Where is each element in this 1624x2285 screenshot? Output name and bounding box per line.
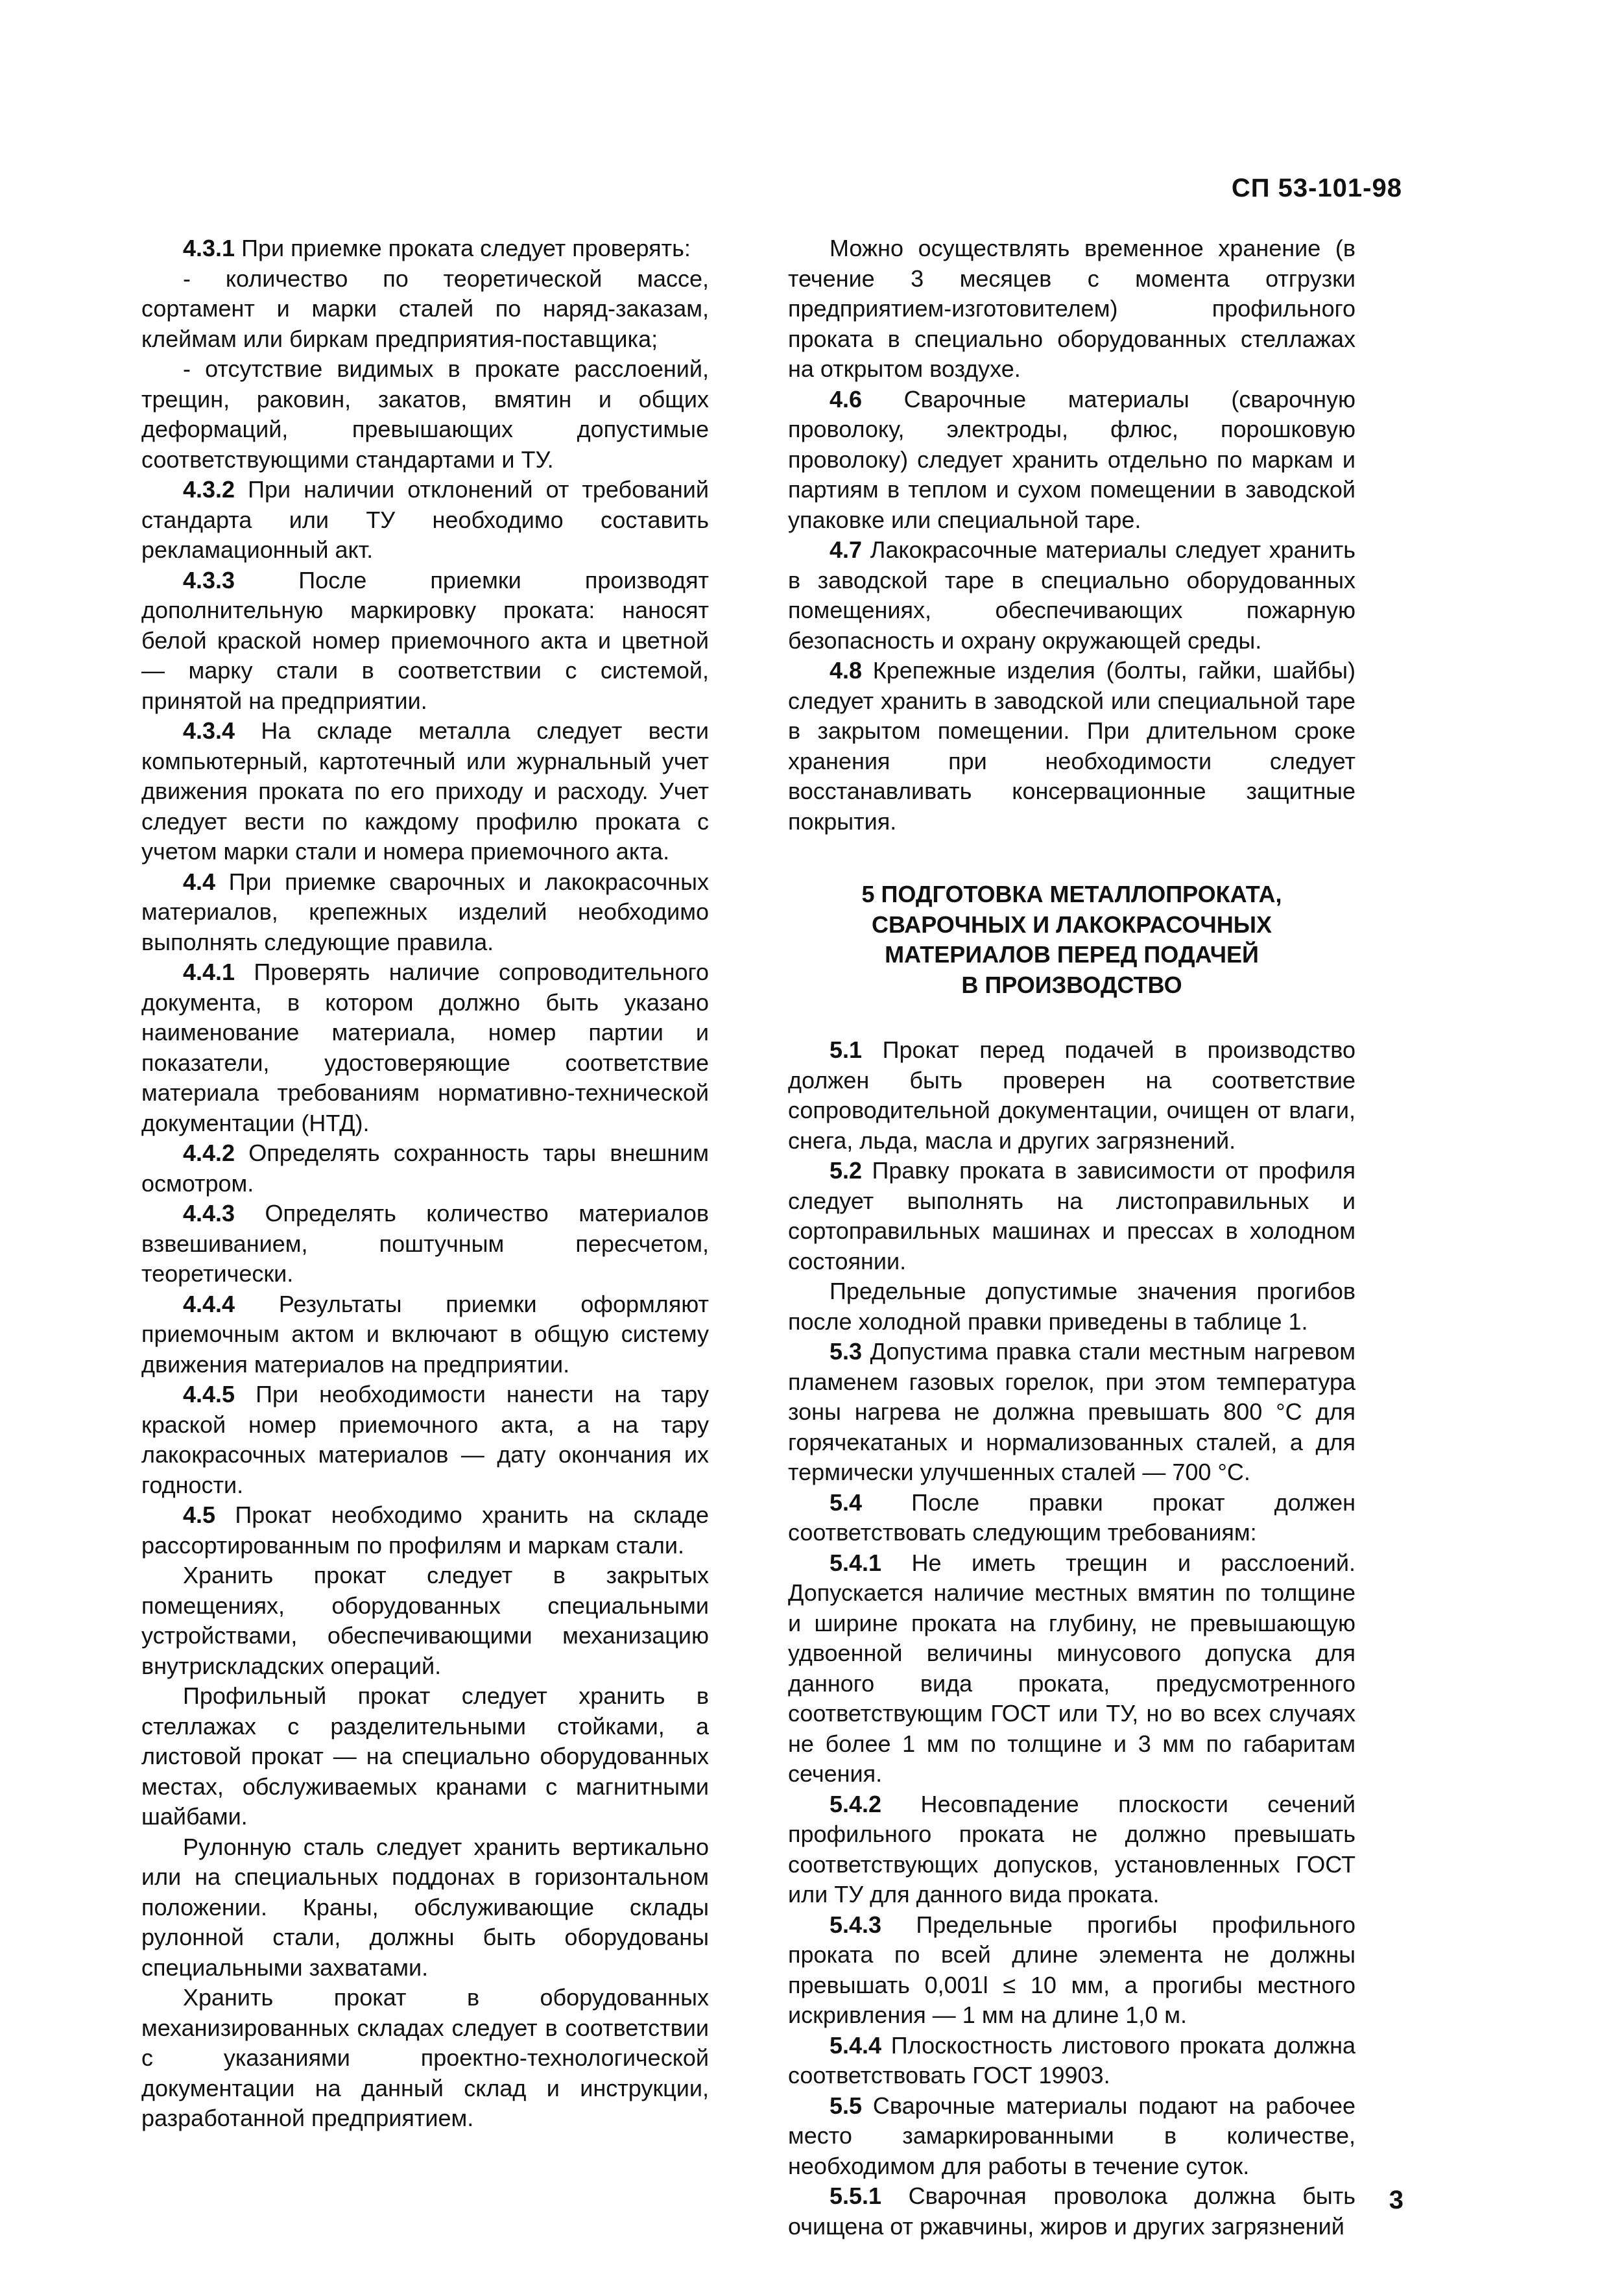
paragraph-text: Определять количество материалов взвешиванием, поштучным пересчетом, теоретически. (141, 1200, 709, 1287)
paragraph-text: Рулонную сталь следует хранить вертикально или на специальных поддонах в горизонтальном положении. Краны, обслуживающие склады рулонной стали, должны быть оборудованы специальными захватами. (141, 1833, 709, 1981)
paragraph (141, 1138, 709, 1199)
paragraph (141, 1289, 709, 1380)
paragraph-text: При наличии отклонений от требований стандарта или ТУ необходимо составить рекламационный акт. (141, 476, 709, 563)
paragraph (141, 1561, 709, 1681)
paragraph-text: Лакокрасочные материалы следует хранить в заводской таре в специально оборудованных помещениях, обеспечивающих пожарную безопасность и охрану окружающей среды. (788, 536, 1355, 654)
paragraph-text: На складе металла следует вести компьютерный, картотечный или журнальный учет движения проката по его приходу и расходу. Учет следует вести по каждому профилю проката с учетом марки стали и номера приемочного акта. (141, 717, 709, 865)
right-column (788, 233, 1355, 2242)
clause-number: 4.4.2 (183, 1140, 235, 1166)
section-heading-line: МАТЕРИАЛОВ ПЕРЕД ПОДАЧЕЙ (885, 941, 1259, 968)
paragraph-text: Правку проката в зависимости от профиля следует выполнять на листоправильных и сортоправильных машинах и прессах в холодном состоянии. (788, 1157, 1355, 1274)
section-heading-line: В ПРОИЗВОДСТВО (961, 971, 1182, 998)
paragraph (788, 233, 1355, 385)
paragraph-text: Допустима правка стали местным нагревом пламенем газовых горелок, при этом температура зоны нагрева не должна превышать 800 °С для горячекатаных и нормализованных сталей, а для термически улучшенных сталей — 700 °С. (788, 1338, 1355, 1485)
paragraph-text: После приемки производят дополнительную маркировку проката: наносят белой краской номер приемочного акта и цветной — марку стали в соответствии с системой, принятой на предприятии. (141, 566, 709, 714)
paragraph-text: После правки прокат должен соответствовать следующим требованиям: (788, 1489, 1355, 1546)
paragraph (141, 1199, 709, 1289)
clause-number: 5.3 (830, 1338, 863, 1365)
paragraph (141, 1983, 709, 2134)
paragraph (788, 2181, 1355, 2242)
clause-number: 4.8 (830, 657, 863, 684)
clause-number: 4.3.3 (183, 566, 235, 593)
paragraph-text: Сварочные материалы (сварочную проволоку, электроды, флюс, порошковую проволоку) следует хранить отдельно по маркам и партиям в теплом и сухом помещении в заводской упаковке или специальной таре. (788, 385, 1355, 533)
paragraph-text: Плоскостность листового проката должна соответствовать ГОСТ 19903. (788, 2031, 1355, 2088)
paragraph (788, 1035, 1355, 1156)
clause-number: 5.5 (830, 2092, 863, 2119)
paragraph (141, 354, 709, 475)
section-heading-line: 5 ПОДГОТОВКА МЕТАЛЛОПРОКАТА, (861, 881, 1282, 907)
paragraph-text: Предельные допустимые значения прогибов после холодной правки приведены в таблице 1. (788, 1278, 1355, 1335)
clause-number: 4.3.2 (183, 476, 235, 503)
paragraph (141, 1832, 709, 1983)
clause-number: 5.2 (830, 1157, 863, 1184)
section-heading-line: СВАРОЧНЫХ И ЛАКОКРАСОЧНЫХ (872, 911, 1272, 938)
paragraph-text: Прокат необходимо хранить на складе рассортированным по профилям и маркам стали. (141, 1501, 709, 1559)
clause-number: 4.7 (830, 536, 863, 563)
left-column (141, 233, 709, 2134)
paragraph (141, 264, 709, 355)
paragraph (788, 1548, 1355, 1789)
paragraph-text: Хранить прокат следует в закрытых помещениях, оборудованных специальными устройствами, обеспечивающими механизацию внутрискладских операций. (141, 1562, 709, 1679)
paragraph (788, 1156, 1355, 1276)
clause-number: 4.4.5 (183, 1381, 235, 1407)
paragraph-text: Результаты приемки оформляют приемочным актом и включают в общую систему движения материалов на предприятии. (141, 1290, 709, 1378)
paragraph (788, 1488, 1355, 1548)
paragraph-text: Хранить прокат в оборудованных механизированных складах следует в соответствии с указаниями проектно-технологической документации на данный склад и инструкции, разработанной предприятием. (141, 1984, 709, 2131)
clause-number: 4.3.4 (183, 717, 235, 744)
paragraph (141, 475, 709, 566)
paragraph (141, 1500, 709, 1561)
paragraph-text: Проверять наличие сопроводительного документа, в котором должно быть указано наименование материала, номер партии и показатели, удостоверяющие соответствие материала требованиям нормативно-технической документации (НТД). (141, 959, 709, 1136)
paragraph-text: Прокат перед подачей в производство должен быть проверен на соответствие сопроводительной документации, очищен от влаги, снега, льда, масла и других загрязнений. (788, 1036, 1355, 1154)
paragraph-text: Сварочная проволока должна быть очищена от ржавчины, жиров и других загрязнений (788, 2183, 1355, 2240)
clause-number: 5.4.2 (830, 1790, 882, 1817)
paragraph (141, 1380, 709, 1500)
paragraph-text: При необходимости нанести на тару краской номер приемочного акта, а на тару лакокрасочных материалов — дату окончания их годности. (141, 1381, 709, 1498)
paragraph-text: Определять сохранность тары внешним осмотром. (141, 1140, 709, 1197)
paragraph-text: Несовпадение плоскости сечений профильного проката не должно превышать соответствующих допусков, установленных ГОСТ или ТУ для данного вида проката. (788, 1790, 1355, 1908)
paragraph (141, 233, 709, 264)
paragraph (141, 867, 709, 958)
clause-number: 5.4.1 (830, 1549, 882, 1576)
paragraph (141, 957, 709, 1138)
paragraph (788, 385, 1355, 536)
paragraph (788, 535, 1355, 656)
paragraph (788, 1276, 1355, 1337)
paragraph (141, 716, 709, 867)
paragraph (788, 1789, 1355, 1910)
clause-number: 4.4.3 (183, 1200, 235, 1226)
paragraph-text: При приемке сварочных и лакокрасочных материалов, крепежных изделий необходимо выполнять следующие правила. (141, 868, 709, 955)
clause-number: 5.4.3 (830, 1911, 882, 1938)
paragraph-text: Профильный прокат следует хранить в стеллажах с разделительными стойками, а листовой прокат — на специально оборудованных местах, обслуживаемых кранами с магнитными шайбами. (141, 1682, 709, 1830)
clause-number: 5.4.4 (830, 2031, 882, 2059)
clause-number: 5.5.1 (830, 2183, 882, 2209)
page-number: 3 (1389, 2186, 1403, 2214)
paragraph-text: - отсутствие видимых в прокате расслоений, трещин, раковин, закатов, вмятин и общих деформаций, превышающих допустимые соответствующими стандартами и ТУ. (141, 355, 709, 473)
clause-number: 4.5 (183, 1501, 216, 1528)
paragraph (788, 2091, 1355, 2182)
clause-number: 4.4.1 (183, 959, 235, 985)
clause-number: 4.4.4 (183, 1290, 235, 1317)
paragraph (788, 1910, 1355, 2031)
paragraph (141, 1681, 709, 1832)
paragraph-text: Не иметь трещин и расслоений. Допускается наличие местных вмятин по толщине и ширине проката на глубину, не превышающую удвоенной величины минусового допуска для данного вида проката, предусмотренного соответствующим ГОСТ или ТУ, но во всех случаях не более 1 мм по толщине и 3 мм по габаритам сечения. (788, 1549, 1355, 1787)
paragraph (141, 566, 709, 717)
paragraph-text: - количество по теоретической массе, сортамент и марки сталей по наряд-заказам, клеймам или биркам предприятия-поставщика; (141, 265, 709, 352)
paragraph (788, 1337, 1355, 1488)
paragraph-text: Можно осуществлять временное хранение (в течение 3 месяцев с момента отгрузки предприятием-изготовителем) профильного проката в специально оборудованных стеллажах на открытом воздухе. (788, 235, 1355, 382)
paragraph-text: При приемке проката следует проверять: (241, 235, 691, 261)
document-code: СП 53-101-98 (1231, 174, 1402, 202)
clause-number: 4.4 (183, 868, 216, 895)
clause-number: 4.3.1 (183, 235, 235, 261)
paragraph-text: Сварочные материалы подают на рабочее место замаркированными в количестве, необходимом для работы в течение суток. (788, 2092, 1355, 2179)
clause-number: 5.4 (830, 1489, 863, 1516)
section-heading (788, 879, 1355, 1000)
paragraph-text: Предельные прогибы профильного проката по всей длине элемента не должны превышать 0,001l ≤ 10 мм, а прогибы местного искривления — 1 мм на длине 1,0 м. (788, 1911, 1355, 2028)
clause-number: 5.1 (830, 1036, 863, 1063)
paragraph-text: Крепежные изделия (болты, гайки, шайбы) следует хранить в заводской или специальной таре в закрытом помещении. При длительном сроке хранения при необходимости следует восстанавливать консервационные защитные покрытия. (788, 657, 1355, 835)
clause-number: 4.6 (830, 385, 863, 413)
paragraph (788, 656, 1355, 837)
paragraph (788, 2031, 1355, 2091)
